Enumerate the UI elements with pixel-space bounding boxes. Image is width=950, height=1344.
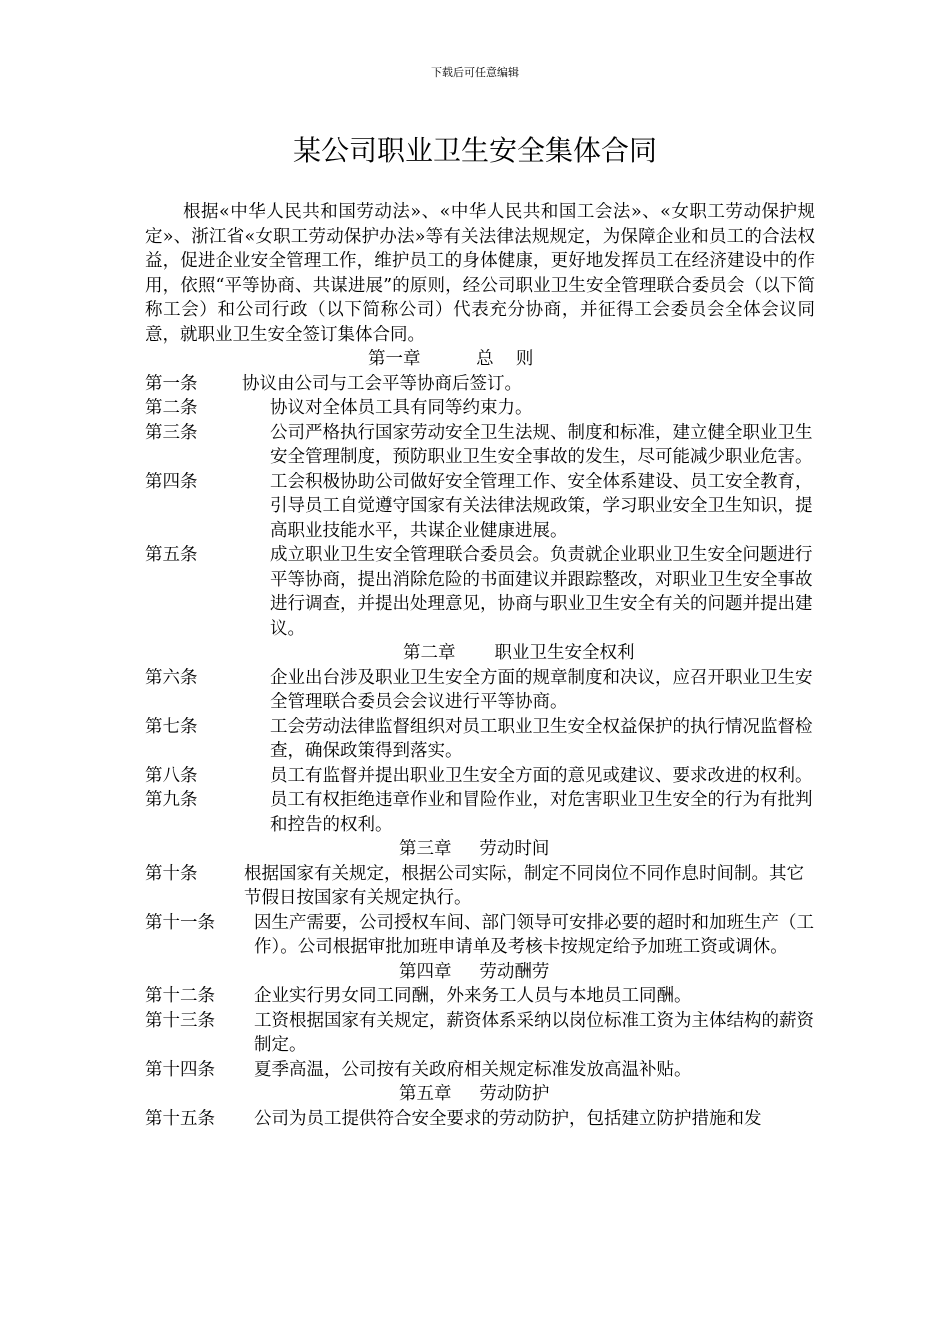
article-text: 员工有权拒绝违章作业和冒险作业，对危害职业卫生安全的行为有批判和控告的权利。 — [270, 790, 813, 835]
chapter-heading: 第五章 劳动防护 — [399, 1084, 550, 1104]
article — [145, 396, 815, 421]
article — [145, 911, 815, 960]
article-number: 第一条 — [145, 373, 198, 394]
article-number: 第十条 — [145, 863, 198, 884]
article-text: 夏季高温，公司按有关政府相关规定标准发放高温补贴。 — [254, 1059, 692, 1080]
article-text: 工会积极协助公司做好安全管理工作、安全体系建设、员工安全教育，引导员工自觉遵守国家有关法律法规政策，学习职业安全卫生知识，提高职业技能水平，共谋企业健康进展。 — [270, 471, 813, 541]
article — [145, 421, 815, 470]
article-number: 第三条 — [145, 422, 198, 443]
article-text: 公司为员工提供符合安全要求的劳动防护，包括建立防护措施和发 — [254, 1108, 762, 1129]
article-text: 员工有监督并提出职业卫生安全方面的意见或建议、要求改进的权利。 — [270, 765, 813, 786]
article — [145, 1058, 815, 1083]
article-number: 第十一条 — [145, 912, 215, 933]
article-text: 企业实行男女同工同酬，外来务工人员与本地员工同酬。 — [254, 986, 692, 1006]
article-number: 第十四条 — [145, 1059, 215, 1080]
article-text: 协议对全体员工具有同等约束力。 — [270, 398, 533, 418]
article-text: 企业出台涉及职业卫生安全方面的规章制度和决议，应召开职业卫生安全管理联合委员会会议进行平等协商。 — [270, 667, 813, 712]
chapter-heading: 第三章 劳动时间 — [399, 839, 550, 859]
article-number: 第八条 — [145, 765, 198, 786]
article — [145, 543, 815, 641]
article — [145, 1009, 815, 1058]
chapter-heading: 第二章 职业卫生安全权利 — [403, 643, 635, 663]
document-body — [145, 200, 815, 1131]
chapter-heading: 第一章 总 则 — [368, 349, 534, 369]
article-number: 第五条 — [145, 545, 198, 565]
article — [145, 372, 815, 397]
article-text: 公司严格执行国家劳动安全卫生法规、制度和标准，建立健全职业卫生安全管理制度，预防职业卫生安全事故的发生，尽可能减少职业危害。 — [270, 422, 813, 467]
article-text: 协议由公司与工会平等协商后签订。 — [242, 373, 522, 394]
article — [145, 788, 815, 837]
article-text: 根据国家有关规定，根据公司实际，制定不同岗位不同作息时间制。其它节假日按国家有关规定执行。 — [244, 863, 804, 908]
article — [145, 764, 815, 789]
header-note: 下载后可任意编辑 — [431, 66, 519, 79]
article-text: 成立职业卫生安全管理联合委员会。负责就企业职业卫生安全问题进行平等协商，提出消除危险的书面建议并跟踪整改，对职业卫生安全事故进行调查，并提出处理意见，协商与职业卫生安全有关的问题并提出建议。 — [270, 545, 813, 639]
article-number: 第六条 — [145, 667, 198, 688]
chapter-heading: 第四章 劳动酬劳 — [399, 961, 550, 982]
article — [145, 862, 815, 911]
article — [145, 715, 815, 764]
article-number: 第四条 — [145, 471, 198, 492]
article — [145, 666, 815, 715]
article-text: 工资根据国家有关规定，薪资体系采纳以岗位标准工资为主体结构的薪资制定。 — [254, 1010, 814, 1055]
article-number: 第十五条 — [145, 1108, 215, 1129]
article — [145, 1107, 815, 1132]
document-title: 某公司职业卫生安全集体合同 — [292, 134, 657, 167]
article-number: 第十三条 — [145, 1010, 215, 1031]
article-text: 工会劳动法律监督组织对员工职业卫生安全权益保护的执行情况监督检查，确保政策得到落实。 — [270, 716, 813, 761]
article — [145, 984, 815, 1009]
article — [145, 470, 815, 544]
intro-paragraph: 根据«中华人民共和国劳动法»、«中华人民共和国工会法»、«女职工劳动保护规定»、浙江省«女职工劳动保护办法»等有关法律法规规定，为保障企业和员工的合法权益，促进企业安全管理工作，维护员工的身体健康，更好地发挥员工在经济建设中的作用，依照“平等协商、共谋进展”的原则，经公司职业卫生安全管理联合委员会（以下简称工会）和公司行政（以下简称公司）代表充分协商，并征得工会委员会全体会议同意，就职业卫生安全签订集体合同。 — [145, 202, 815, 345]
article-text: 因生产需要，公司授权车间、部门领导可安排必要的超时和加班生产（工作）。公司根据审批加班申请单及考核卡按规定给予加班工资或调休。 — [254, 912, 814, 957]
article-number: 第二条 — [145, 398, 198, 418]
article-number: 第九条 — [145, 790, 198, 810]
article-number: 第十二条 — [145, 986, 215, 1006]
article-number: 第七条 — [145, 716, 198, 737]
